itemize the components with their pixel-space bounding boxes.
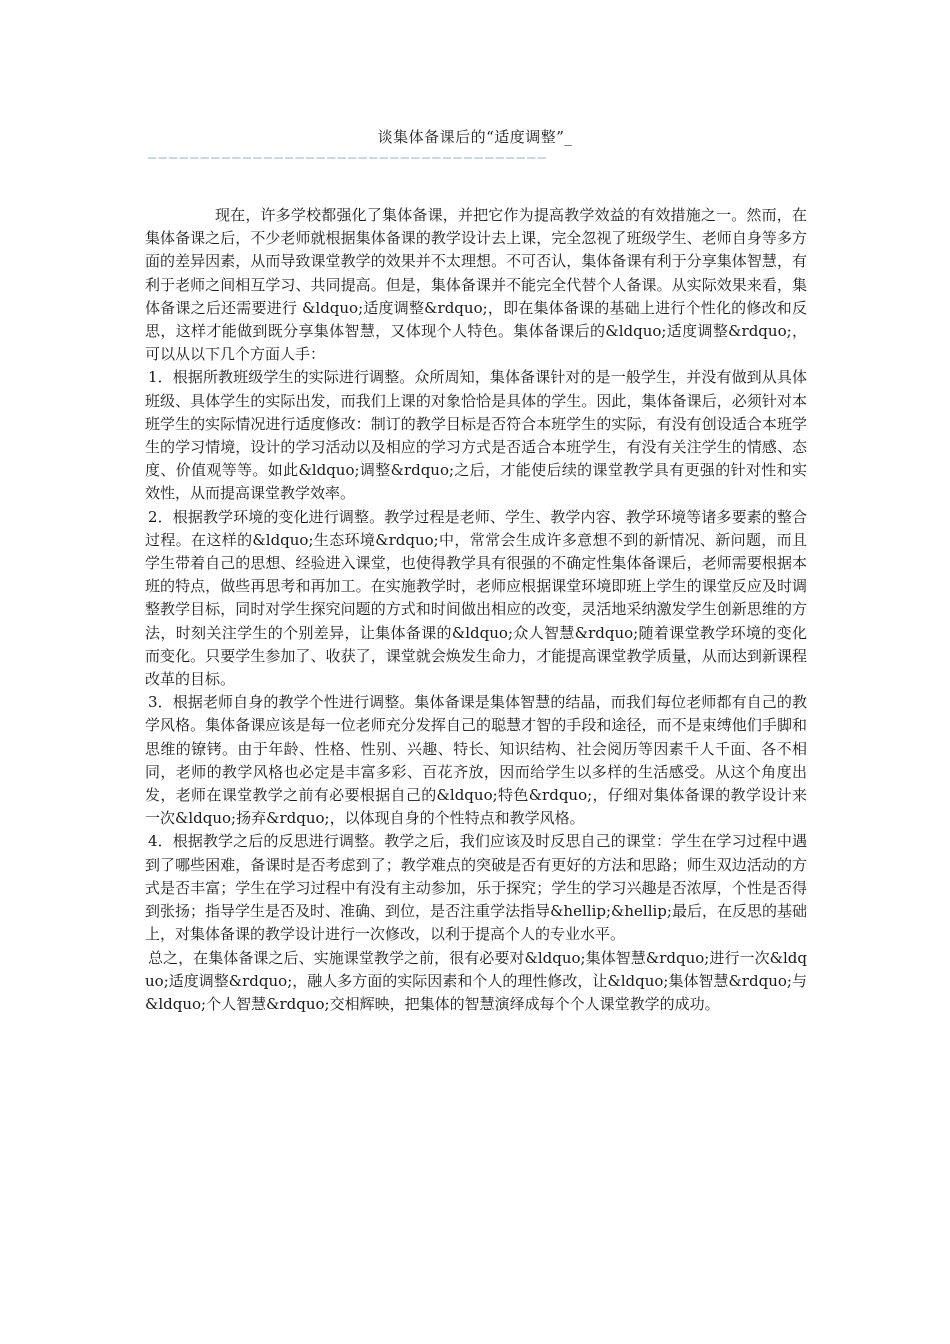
paragraph-point-3: 3．根据老师自身的教学个性进行调整。集体备课是集体智慧的结晶，而我们每位老师都有自己的教学风格。集体备课应该是每一位老师充分发挥自己的聪慧才智的手段和途径，而不是束缚他们手脚和思维的镣铐。由于年龄、性格、性别、兴趣、特长、知识结构、社会阅历等因素千人千面、各不相同，老师的教学风格也必定是丰富多彩、百花齐放，因而给学生以多样的生活感受。从这个角度出发，老师在课堂教学之前有必要根据自己的&ldquo;特色&rdquo;，仔细对集体备课的教学设计来一次&ldquo;扬弃&rdquo;，以体现自身的个性特点和教学风格。 (145, 693, 807, 828)
title-divider: —————————————————————————————————————— (148, 152, 549, 164)
document-title: 谈集体备课后的“适度调整”_ (377, 128, 573, 146)
paragraph-point-4: 4．根据教学之后的反思进行调整。教学之后，我们应该及时反思自己的课堂：学生在学习过程中遇到了哪些困难，备课时是否考虑到了；教学难点的突破是否有更好的方法和思路；师生双边活动的方式是否丰富；学生在学习过程中有没有主动参加，乐于探究；学生的学习兴趣是否浓厚，个性是否得到张扬；指导学生是否及时、准确、到位，是否注重学法指导&hellip;&hellip;最后，在反思的基础上，对集体备课的教学设计进行一次修改，以利于提高个人的专业水平。 (145, 832, 807, 944)
paragraph-conclusion: 总之，在集体备课之后、实施课堂教学之前，很有必要对&ldquo;集体智慧&rdquo;进行一次&ldquo;适度调整&rdquo;，融人多方面的实际因素和个人的理性修改，让&ldquo;集体智慧&rdquo;与&ldquo;个人智慧&rdquo;交相辉映，把集体的智慧演绎成每个个人课堂教学的成功。 (145, 948, 807, 1013)
paragraph-intro: 现在，许多学校都强化了集体备课，并把它作为提高教学效益的有效措施之一。然而，在集体备课之后，不少老师就根据集体备课的教学设计去上课，完全忽视了班级学生、老师自身等多方面的差异因素，从而导致课堂教学的效果并不太理想。不可否认，集体备课有利于分享集体智慧，有利于老师之间相互学习、共同提高。但是，集体备课并不能完全代替个人备课。从实际效果来看，集体备课之后还需要进行 &ldquo;适度调整&rdquo;，即在集体备课的基础上进行个性化的修改和反思，这样才能做到既分享集体智慧，又体现个人特色。集体备课后的&ldquo;适度调整&rdquo;，可以从以下几个方面人手： (145, 206, 807, 364)
document-body (145, 204, 807, 1016)
paragraph-point-1: 1．根据所教班级学生的实际进行调整。众所周知，集体备课针对的是一般学生，并没有做到从具体班级、具体学生的实际出发，而我们上课的对象恰恰是具体的学生。因此，集体备课后，必须针对本班学生的实际情况进行适度修改：制订的教学目标是否符合本班学生的实际，有没有创设适合本班学生的学习情境，设计的学习活动以及相应的学习方式是否适合本班学生，有没有关注学生的情感、态度、价值观等等。如此&ldquo;调整&rdquo;之后，才能使后续的课堂教学具有更强的针对性和实效性，从而提高课堂教学效率。 (145, 368, 807, 503)
paragraph-point-2: 2．根据教学环境的变化进行调整。教学过程是老师、学生、教学内容、教学环境等诸多要素的整合过程。在这样的&ldquo;生态环境&rdquo;中，常常会生成许多意想不到的新情况、新问题，而且学生带着自己的思想、经验进入课堂，也使得教学具有很强的不确定性集体备课后，老师需要根据本班的特点，做些再思考和再加工。在实施教学时，老师应根据课堂环境即班上学生的课堂反应及时调整教学目标，同时对学生探究问题的方式和时间做出相应的改变，灵活地采纳激发学生创新思维的方法，时刻关注学生的个别差异，让集体备课的&ldquo;众人智慧&rdquo;随着课堂教学环境的变化而变化。只要学生参加了、收获了，课堂就会焕发生命力，才能提高课堂教学质量，从而达到新课程改革的目标。 (145, 507, 807, 689)
